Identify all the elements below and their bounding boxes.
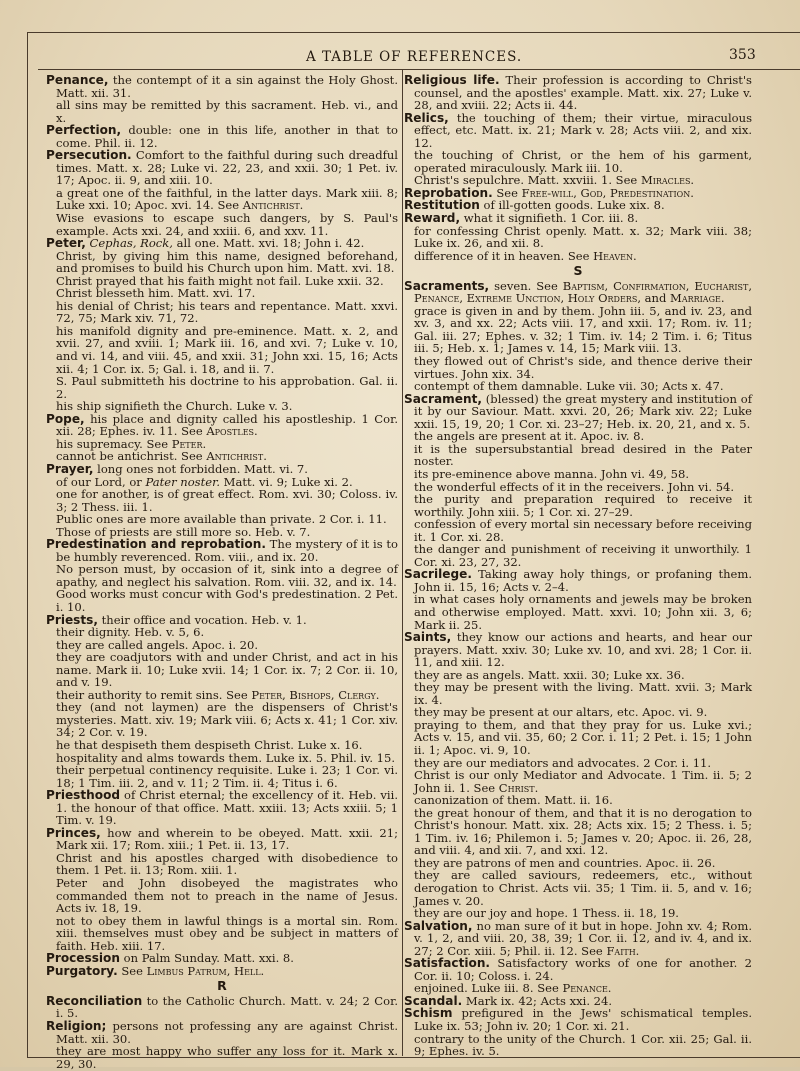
entry-text: his denial of Christ; his tears and repentance. Matt. xxvi. 72, 75; Mark xiv. 71, 72.	[56, 298, 398, 326]
entry-heading: Priests,	[46, 612, 98, 627]
entry-text: for confessing Christ openly. Matt. x. 32; Mark viii. 38; Luke ix. 26, and xii. 8.	[414, 223, 752, 251]
index-subentry	[404, 719, 752, 757]
entry-text: its pre-eminence above manna. John vi. 49, 58.	[414, 466, 689, 481]
entry-heading: Sacrilege.	[404, 567, 472, 582]
entry-text: to the Catholic Church. Matt. v. 24; 2 Cor. i. 5.	[56, 993, 398, 1021]
entry-text: in what cases holy ornaments and jewels may be broken and otherwise employed. Matt. xxvi. 10; John xii. 3, 6; Mark ii. 25.	[414, 592, 752, 632]
entry-heading: Reprobation.	[404, 185, 493, 200]
entry-text: double: one in this life, another in that to come. Phil. ii. 12.	[56, 123, 398, 150]
index-entry	[404, 568, 752, 593]
entry-text: contempt of them damnable. Luke vii. 30; Acts x. 47.	[414, 379, 724, 394]
entry-text: they (and not laymen) are the dispensers of Christ's mysteries. Matt. xiv. 19; Mark viii. 6; Acts x. 41; 1 Cor. xiv. 34; 2 Cor. v. 19.	[56, 700, 398, 740]
italic-text: Cephas, Rock,	[89, 236, 173, 251]
cross-reference: Penance.	[562, 981, 612, 996]
entry-heading: Sacrament,	[404, 391, 482, 406]
index-entry	[404, 280, 752, 305]
entry-heading: Satisfaction.	[404, 956, 491, 971]
index-subentry	[404, 869, 752, 907]
entry-text: Christ prayed that his faith might not fail. Luke xxii. 32.	[56, 273, 384, 288]
italic-text: Pater noster.	[145, 474, 221, 489]
entry-text: praying to them, and that they pray for us. Luke xvi.; Acts v. 15, and vii. 35, 60; 2 Cor. i. 11; 2 Pet. i. 15; 1 John ii. 1; Apoc. vi. 9, 10.	[414, 717, 752, 757]
index-subentry	[404, 681, 752, 706]
index-subentry	[404, 443, 752, 468]
entry-text: the angels are present at it. Apoc. iv. 8.	[414, 429, 645, 444]
entry-text: grace is given in and by them. John iii. 5, and iv. 23, and xv. 3, and xx. 22; Acts viii. 17, and xxii. 17; Rom. iv. 11; Gal. iii. 27; Ephes. v. 32; 1 Tim. iv. 14; 2 Tim. i. 6; Titus iii. 5; Heb. x. 1; James v. 14, 15; Mark viii. 13.	[414, 303, 752, 356]
index-subentry	[404, 305, 752, 355]
entry-text: S. Paul submitteth his doctrine to his approbation. Gal. ii. 2.	[56, 374, 398, 401]
entry-text: the great honour of them, and that it is no derogation to Christ's honour. Matt. xix. 28; Acts xix. 15; 2 Thess. i. 5; 1 Tim. iv. 16; Philemon i. 5; James v. 20; Apoc. ii. 26, 28, and viii. 4, and xii. 7, and xxi. 12.	[414, 805, 752, 858]
index-entry	[46, 789, 398, 827]
cross-reference: Antichrist.	[206, 449, 267, 464]
entry-heading: Pope,	[46, 411, 85, 426]
entry-text: Satisfactory works of one for another. 2 Cor. ii. 10; Coloss. i. 24.	[414, 956, 752, 983]
entry-text: they are our joy and hope. 1 Thess. ii. 18, 19.	[414, 906, 679, 921]
entry-text: Christ's sepulchre. Matt. xxviii. 1. See	[414, 173, 641, 188]
entry-text: Taking away holy things, or profaning them. John ii. 15, 16; Acts v. 2–4.	[414, 567, 752, 594]
entry-heading: Sacraments,	[404, 278, 490, 293]
entry-text: and	[640, 291, 671, 306]
entry-text: no man sure of it but in hope. John xv. 4; Rom. v. 1, 2, and viii. 20, 38, 39; 1 Cor. ii. 12, and iv. 4, and ix. 27; 2 Cor. xiii. 5; Phil. ii. 12. See	[414, 918, 752, 958]
entry-text: a great one of the faithful, in the latter days. Mark xiii. 8; Luke xxi. 10; Apoc. xvi. 14. See	[56, 185, 398, 213]
index-subentry	[46, 250, 398, 275]
entry-text: they are coadjutors with and under Christ, and act in his name. Mark ii. 10; Luke xvii. 14; 1 Cor. ix. 7; 2 Cor. ii. 10, and v. 19.	[56, 650, 398, 690]
entry-text: their authority to remit sins. See	[56, 687, 252, 702]
index-subentry	[46, 1045, 398, 1070]
entry-heading: Perfection,	[46, 123, 122, 138]
entry-text: they may be present with the living. Matt. xvii. 3; Mark ix. 4.	[414, 680, 752, 707]
index-subentry	[404, 225, 752, 250]
index-entry	[404, 1007, 752, 1032]
entry-text: of our Lord, or	[56, 474, 146, 489]
cross-reference: Baptism, Confirmation, Eucharist, Penance, Extreme Unction, Holy Orders,	[414, 278, 753, 306]
entry-text: the touching of them; their virtue, miraculous effect, etc. Matt. ix. 21; Mark v. 28; Acts viii. 2, and xix. 12.	[414, 110, 752, 150]
entry-text: contrary to the unity of the Church. 1 Cor. xii. 25; Gal. ii. 9; Ephes. iv. 5.	[414, 1031, 752, 1059]
index-entry	[404, 631, 752, 669]
index-subentry	[404, 769, 752, 794]
entry-heading: Salvation,	[404, 918, 473, 933]
entry-heading: Reward,	[404, 211, 461, 226]
cross-reference: Faith.	[606, 943, 640, 958]
index-entry	[404, 957, 752, 982]
index-subentry	[404, 1033, 752, 1058]
index-entry	[46, 74, 398, 99]
entry-text: all one. Matt. xvi. 18; John i. 42.	[172, 236, 365, 251]
cross-reference: Free-will, God, Predestination.	[521, 185, 694, 200]
index-entry	[404, 920, 752, 958]
entry-heading: Penance,	[46, 73, 109, 87]
entry-text: the contempt of it a sin against the Holy Ghost. Matt. xii. 31.	[56, 73, 398, 100]
entry-text: (blessed) the great mystery and institution of it by our Saviour. Matt. xxvi. 20, 26; Mark xiv. 22; Luke xxii. 15, 19, 20; 1 Cor. xi. 23–27; Heb. ix. 20, 21, and x. 5.	[414, 391, 752, 431]
entry-text: canonization of them. Matt. ii. 16.	[414, 793, 613, 808]
entry-heading: Reconciliation	[46, 993, 143, 1008]
entry-text: Their profession is according to Christ's counsel, and the apostles' example. Matt. xix. 27; Luke v. 28, and xviii. 22; Acts ii. 44.	[414, 73, 752, 113]
entry-heading: Peter,	[46, 236, 86, 251]
right-column	[404, 74, 752, 1058]
section-letter: S	[573, 263, 583, 279]
entry-text: Matt. vi. 9; Luke xi. 2.	[220, 474, 353, 489]
entry-text: his ship signifieth the Church. Luke v. 3.	[56, 399, 293, 414]
entry-text: it is the supersubstantial bread desired in the Pater noster.	[414, 441, 752, 469]
entry-text: his place and dignity called his apostleship. 1 Cor. xii. 28; Ephes. iv. 11. See	[56, 411, 398, 439]
entry-text: the touching of Christ, or the hem of his garment, operated miraculously. Mark iii. 10.	[414, 148, 752, 175]
cross-reference: Christ.	[498, 780, 539, 795]
index-subentry	[404, 543, 752, 568]
entry-text: on Palm Sunday. Matt. xxi. 8.	[119, 951, 294, 966]
entry-text: Those of priests are still more so. Heb. v. 7.	[56, 524, 311, 539]
index-subentry	[46, 764, 398, 789]
index-subentry	[46, 300, 398, 325]
cross-reference: Heaven.	[593, 248, 637, 263]
entry-text: they are called saviours, redeemers, etc., without derogation to Christ. Acts vii. 35; 1 Tim. ii. 5, and v. 16; James v. 20.	[414, 868, 752, 908]
entry-text: his manifold dignity and pre-eminence. Matt. x. 2, and xvii. 27, and xviii. 1; Mark iii. 16, and xvi. 7; Luke v. 10, and vi. 14, and viii. 45, and xxii. 31; John xxi. 15, 16; Acts xii. 4; 1 Cor. ix. 5; Gal. i. 18, and ii. 7.	[56, 323, 398, 376]
index-entry	[46, 413, 398, 438]
entry-heading: Religion;	[46, 1019, 107, 1034]
entry-heading: Persecution.	[46, 148, 132, 163]
entry-text: of Christ eternal; the excellency of it. Heb. vii. 1. the honour of that office. Matt. xxiii. 13; Acts xxiii. 5; 1 Tim. v. 19.	[56, 788, 398, 828]
index-subentry	[404, 250, 752, 263]
entry-heading: Priesthood	[46, 788, 121, 803]
cross-reference: Peter.	[171, 436, 207, 451]
index-subentry	[46, 99, 398, 124]
entry-text: what it signifieth. 1 Cor. iii. 8.	[460, 211, 639, 226]
entry-text: one for another, is of great effect. Rom. xvi. 30; Coloss. iv. 3; 2 Thess. iii. 1.	[56, 487, 398, 514]
cross-reference: Apostles.	[206, 424, 258, 439]
index-entry	[46, 827, 398, 852]
entry-text: he that despiseth them despiseth Christ. Luke x. 16.	[56, 737, 363, 752]
entry-text: See	[117, 963, 147, 978]
entry-text: of ill-gotten goods. Luke xix. 8.	[479, 198, 665, 213]
index-subentry	[404, 149, 752, 174]
entry-text: long ones not forbidden. Matt. vi. 7.	[93, 461, 308, 476]
index-entry	[404, 112, 752, 150]
section-letter: R	[217, 978, 227, 994]
index-subentry	[46, 325, 398, 375]
column-divider	[402, 70, 403, 1056]
entry-text: cannot be antichrist. See	[56, 449, 207, 464]
entry-text: hospitality and alms towards them. Luke ix. 5. Phil. iv. 15.	[56, 750, 396, 765]
index-entry	[46, 1020, 398, 1045]
index-subentry	[46, 212, 398, 237]
entry-heading: Schism	[404, 1006, 453, 1021]
index-subentry	[46, 852, 398, 877]
entry-text: Peter and John disobeyed the magistrates who commanded them not to preach in the name of Jesus. Acts iv. 18, 19.	[56, 876, 398, 916]
entry-text: Wise evasions to escape such dangers, by S. Paul's example. Acts xxi. 24, and xxiii. 6, and xxv. 11.	[56, 211, 398, 238]
index-subentry	[404, 807, 752, 857]
page-number: 353	[729, 47, 756, 63]
entry-heading: Predestination and reprobation.	[46, 537, 266, 552]
entry-text: all sins may be remitted by this sacrament. Heb. vi., and x.	[56, 98, 398, 125]
entry-text: See	[492, 185, 522, 200]
entry-text: enjoined. Luke iii. 8. See	[414, 981, 563, 996]
entry-text: their dignity. Heb. v. 5, 6.	[56, 625, 205, 640]
entry-text: they flowed out of Christ's side, and thence derive their virtues. John xix. 34.	[414, 354, 752, 381]
entry-heading: Relics,	[404, 110, 449, 125]
index-subentry	[46, 701, 398, 739]
index-entry	[404, 393, 752, 431]
entry-text: difference of it in heaven. See	[414, 248, 594, 263]
left-column	[46, 74, 398, 1070]
entry-text: the purity and preparation required to receive it worthily. John xiii. 5; 1 Cor. xi. 27–29.	[414, 492, 752, 519]
cross-reference: Limbus Patrum, Hell.	[146, 963, 265, 978]
entry-text: confession of every mortal sin necessary before receiving it. 1 Cor. xi. 28.	[414, 517, 752, 544]
entry-text: No person must, by occasion of it, sink into a degree of apathy, and neglect his salvation. Rom. viii. 32, and ix. 14.	[56, 562, 398, 589]
page-header	[0, 49, 800, 65]
entry-text: they are called angels. Apoc. i. 20.	[56, 637, 259, 652]
entry-text: they may be present at our altars, etc. Apoc. vi. 9.	[414, 705, 708, 720]
entry-text: Public ones are more available than private. 2 Cor. i. 11.	[56, 512, 387, 527]
entry-heading: Procession	[46, 951, 120, 966]
entry-text: Christ, by giving him this name, designed beforehand, and promises to build his Church upon him. Matt. xvi. 18.	[56, 248, 398, 276]
index-entry	[46, 538, 398, 563]
index-subentry	[404, 518, 752, 543]
cross-reference: Marriage.	[670, 291, 725, 306]
entry-heading: Scandal.	[404, 993, 463, 1008]
index-entry	[46, 995, 398, 1020]
entry-text: Mark ix. 42; Acts xxi. 24.	[462, 993, 613, 1008]
entry-text: his supremacy. See	[56, 436, 172, 451]
index-entry	[404, 74, 752, 112]
entry-text: they are patrons of men and countries. Apoc. ii. 26.	[414, 855, 716, 870]
index-entry	[46, 149, 398, 187]
entry-heading: Saints,	[404, 630, 452, 645]
cross-reference: Antichrist.	[242, 198, 304, 213]
cross-reference: Peter, Bishops, Clergy.	[251, 687, 380, 702]
entry-heading: Purgatory.	[46, 963, 118, 978]
index-subentry	[404, 593, 752, 631]
running-head: A TABLE OF REFERENCES.	[306, 49, 523, 65]
index-subentry	[404, 355, 752, 380]
entry-text: Christ blesseth him. Matt. xvi. 17.	[56, 286, 256, 301]
index-subentry	[46, 877, 398, 915]
index-subentry	[46, 488, 398, 513]
entry-text: the danger and punishment of receiving it unworthily. 1 Cor. xi. 23, 27, 32.	[414, 542, 752, 569]
entry-text: they are most happy who suffer any loss for it. Mark x. 29, 30.	[56, 1044, 398, 1071]
index-subentry	[46, 915, 398, 953]
index-subentry	[404, 493, 752, 518]
entry-text: they are our mediators and advocates. 2 Cor. i. 11.	[414, 755, 712, 770]
entry-heading: Princes,	[46, 825, 101, 840]
entry-text: The mystery of it is to be humbly reverenced. Rom. viii., and ix. 20.	[56, 537, 398, 564]
entry-text: they know our actions and hearts, and hear our prayers. Matt. xxiv. 30; Luke xv. 10, and xvi. 28; 1 Cor. ii. 11, and xiii. 12.	[414, 630, 752, 670]
entry-text: seven. See	[489, 278, 563, 293]
entry-text: Good works must concur with God's predestination. 2 Pet. i. 10.	[56, 587, 398, 614]
entry-heading: Restitution	[404, 198, 480, 213]
entry-text: not to obey them in lawful things is a mortal sin. Rom. xiii. themselves must obey and be subject in matters of faith. Heb. xiii. 17.	[56, 913, 398, 953]
entry-text: their office and vocation. Heb. v. 1.	[97, 612, 307, 627]
entry-text: their perpetual continency requisite. Luke i. 23; 1 Cor. vi. 18; 1 Tim. iii. 2, and v. 11; 2 Tim. ii. 4; Titus i. 6.	[56, 763, 398, 790]
index-subentry	[46, 563, 398, 588]
entry-heading: Religious life.	[404, 73, 500, 87]
index-subentry	[46, 187, 398, 212]
entry-heading: Prayer,	[46, 461, 94, 476]
entry-text: they are as angels. Matt. xxii. 30; Luke xx. 36.	[414, 667, 685, 682]
entry-text: how and wherein to be obeyed. Matt. xxii. 21; Mark xii. 17; Rom. xiii.; 1 Pet. ii. 13, 17.	[56, 825, 398, 853]
index-subentry	[46, 588, 398, 613]
entry-text: persons not professing any are against Christ. Matt. xii. 30.	[56, 1019, 398, 1046]
entry-text: Christ and his apostles charged with disobedience to them. 1 Pet. ii. 13; Rom. xiii. 1.	[56, 850, 398, 878]
entry-text: Comfort to the faithful during such dreadful times. Matt. x. 28; Luke vi. 22, 23, and xxii. 30; 1 Pet. iv. 17; Apoc. ii. 9, and xiii. 10.	[56, 148, 398, 188]
header-rule	[38, 69, 800, 70]
entry-text: prefigured in the Jews' schismatical temples. Luke ix. 53; John iv. 20; 1 Cor. xi. 21.	[414, 1006, 752, 1034]
cross-reference: Miracles.	[640, 173, 695, 188]
entry-text: the wonderful effects of it in the receivers. John vi. 54.	[414, 479, 735, 494]
index-subentry	[46, 651, 398, 689]
index-entry	[46, 124, 398, 149]
index-subentry	[46, 375, 398, 400]
entry-text: Christ is our only Mediator and Advocate. 1 Tim. ii. 5; 2 John ii. 1. See	[414, 768, 752, 795]
index-entry	[46, 965, 398, 978]
